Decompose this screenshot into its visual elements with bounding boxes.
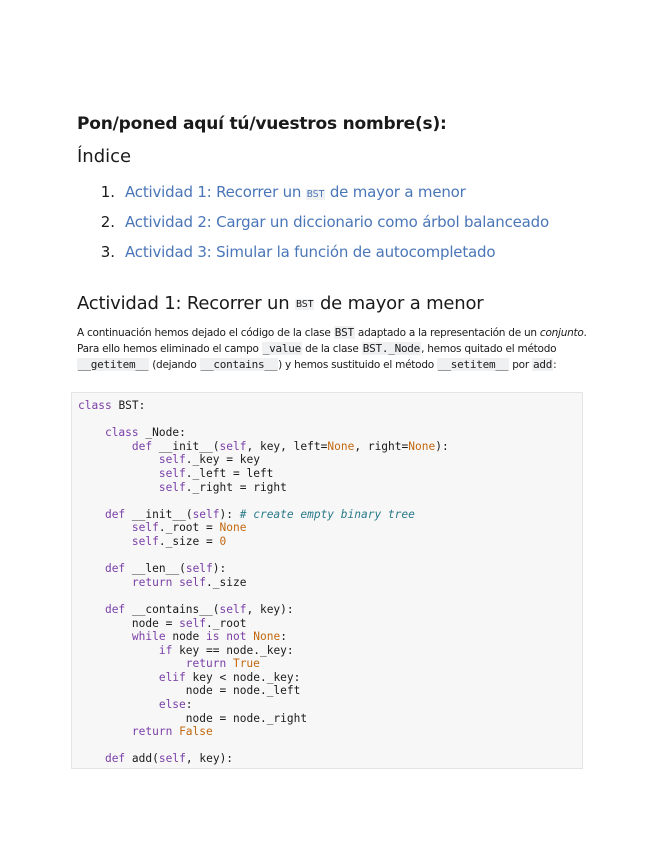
toc-item (77, 237, 549, 267)
code-line: node = self._root (131, 616, 247, 630)
toc-link-actividad-3[interactable]: Actividad 3: Simular la función de autocompletado (125, 243, 496, 261)
inline-code: _value (262, 342, 302, 355)
toc-item-number: 1. (100, 183, 115, 201)
index-heading: Índice (77, 146, 132, 167)
toc-item-number: 3. (100, 243, 115, 261)
code-line: self._left = left (158, 466, 274, 480)
toc-link-code: BST (306, 189, 325, 200)
code-line: def __init__(self): # create empty binary tree (104, 507, 415, 521)
inline-code: BST (334, 326, 354, 339)
inline-code: __getitem__ (78, 358, 149, 371)
code-cell[interactable] (71, 392, 583, 769)
inline-code: BST._Node (362, 342, 421, 355)
code-line: def __init__(self, key, left=None, right=None): (131, 439, 449, 453)
toc-item (77, 177, 549, 207)
code-line: self._key = key (158, 453, 260, 467)
code-line: self._right = right (158, 480, 287, 494)
code-line: class _Node: (104, 426, 186, 440)
code-line: def add(self, key): (104, 752, 234, 766)
code-line: elif key < node._key: (158, 670, 301, 684)
code-line: node = node._left (185, 684, 301, 698)
code-line: else: (158, 698, 193, 712)
code-line: if key == node._key: (158, 643, 294, 657)
section-heading-code: BST (295, 298, 314, 310)
inline-code: __setitem__ (438, 358, 509, 371)
code-line: while node is not None: (131, 630, 287, 644)
table-of-contents (77, 177, 549, 267)
code-line: class BST: (78, 399, 146, 412)
toc-link-actividad-2[interactable]: Actividad 2: Cargar un diccionario como árbol balanceado (125, 213, 549, 231)
section-heading-actividad-1: Actividad 1: Recorrer un BST de mayor a menor (77, 293, 484, 314)
author-heading: Pon/poned aquí tú/vuestros nombre(s): (77, 114, 447, 134)
code-listing (72, 393, 582, 766)
code-line: self._root = None (131, 521, 247, 535)
code-line: return self._size (131, 575, 247, 589)
code-line: self._size = 0 (131, 534, 227, 548)
toc-item (77, 207, 549, 237)
inline-code: __contains__ (200, 358, 278, 371)
code-line: node = node._right (185, 711, 308, 725)
toc-item-number: 2. (100, 213, 115, 231)
code-line: def __len__(self): (104, 562, 227, 576)
code-line: return True (185, 657, 260, 671)
code-line: def __contains__(self, key): (104, 602, 294, 616)
inline-code: add (532, 358, 553, 371)
code-line: return False (131, 725, 213, 739)
toc-link-actividad-1[interactable]: Actividad 1: Recorrer un BST de mayor a menor (125, 183, 466, 201)
intro-paragraph: A continuación hemos dejado el código de la clase BST adaptado a la representación de un conjunto. Para ello hemos eliminado el campo _value de la clase BST._Node, hemos quitado el método __getitem__ (dejando __contains__) y hemos sustituido el método __setitem__ por add: (77, 326, 587, 371)
